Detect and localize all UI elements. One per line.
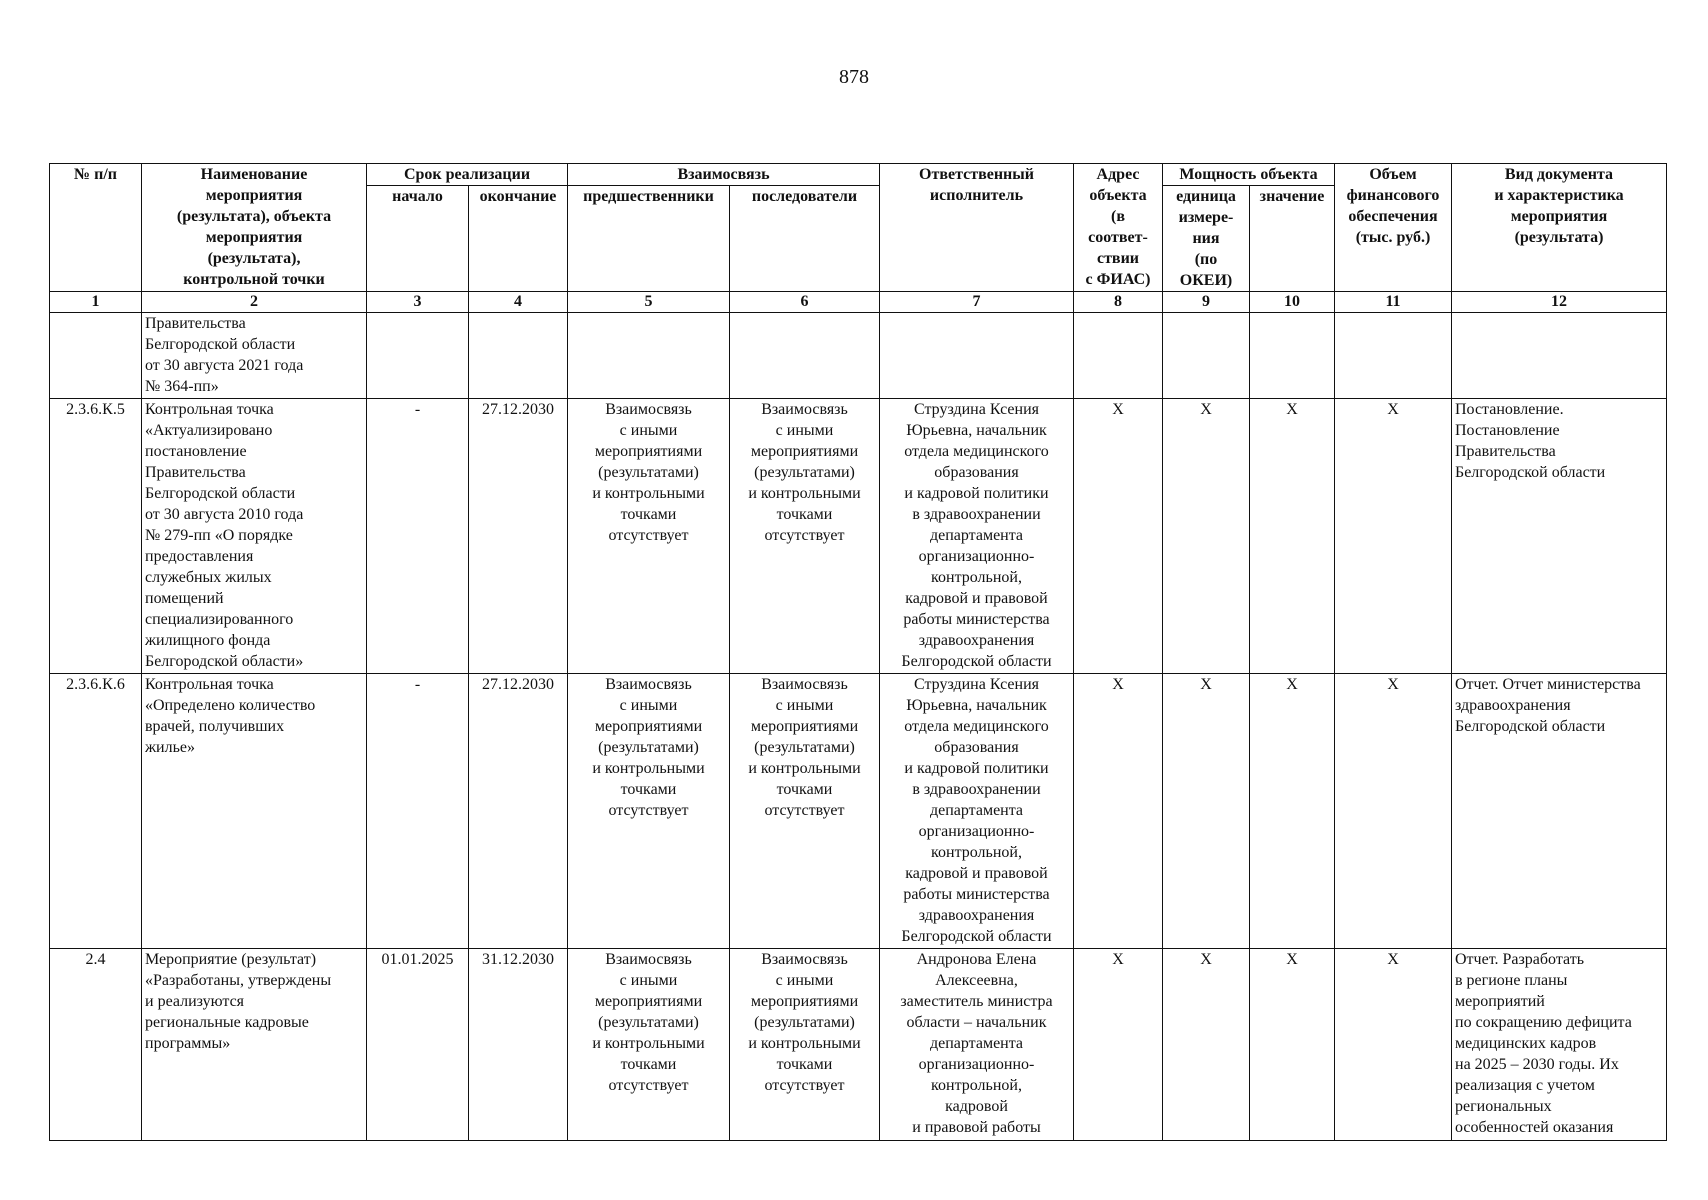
row-unit: X bbox=[1163, 674, 1250, 949]
row-number: 2.3.6.К.5 bbox=[50, 399, 142, 674]
row-unit: X bbox=[1163, 399, 1250, 674]
header-col5: предшественники bbox=[568, 186, 730, 292]
header-col10: значение bbox=[1250, 186, 1335, 292]
row-value: X bbox=[1250, 399, 1335, 674]
row-start: 01.01.2025 bbox=[367, 949, 469, 1141]
table-row bbox=[50, 674, 1667, 949]
row-predecessors: Взаимосвязь с иными мероприятиями (результатами) и контрольными точками отсутствует bbox=[568, 674, 730, 949]
column-number: 8 bbox=[1074, 292, 1163, 313]
row-end: 27.12.2030 bbox=[469, 674, 568, 949]
row-value: X bbox=[1250, 949, 1335, 1141]
row-predecessors bbox=[568, 313, 730, 399]
row-end: 31.12.2030 bbox=[469, 949, 568, 1141]
header-col2: Наименование мероприятия (результата), объекта мероприятия (результата), контрольной точки bbox=[142, 164, 367, 292]
row-successors bbox=[730, 313, 880, 399]
header-col1: № п/п bbox=[50, 164, 142, 292]
row-name: Контрольная точка «Определено количество врачей, получивших жилье» bbox=[142, 674, 367, 949]
row-finance: X bbox=[1335, 399, 1452, 674]
row-start bbox=[367, 313, 469, 399]
row-successors: Взаимосвязь с иными мероприятиями (результатами) и контрольными точками отсутствует bbox=[730, 949, 880, 1141]
header-capacity-group: Мощность объекта bbox=[1163, 164, 1335, 186]
header-col6: последователи bbox=[730, 186, 880, 292]
column-number: 11 bbox=[1335, 292, 1452, 313]
row-finance bbox=[1335, 313, 1452, 399]
header-col3: начало bbox=[367, 186, 469, 292]
header-col8: Адрес объекта (в соответ- ствии с ФИАС) bbox=[1074, 164, 1163, 292]
row-start: - bbox=[367, 399, 469, 674]
row-end bbox=[469, 313, 568, 399]
row-address: X bbox=[1074, 674, 1163, 949]
table-row bbox=[50, 949, 1667, 1141]
column-number: 9 bbox=[1163, 292, 1250, 313]
page-number: 878 bbox=[839, 66, 869, 88]
header-col7: Ответственный исполнитель bbox=[880, 164, 1074, 292]
events-table bbox=[49, 163, 1667, 1141]
table-row bbox=[50, 399, 1667, 674]
row-unit: X bbox=[1163, 949, 1250, 1141]
column-number: 7 bbox=[880, 292, 1074, 313]
row-responsible: Андронова Елена Алексеевна, заместитель министра области – начальник департамента организационно- контрольной, кадровой и правовой работы bbox=[880, 949, 1074, 1141]
header-col4: окончание bbox=[469, 186, 568, 292]
row-end: 27.12.2030 bbox=[469, 399, 568, 674]
column-number: 3 bbox=[367, 292, 469, 313]
row-value bbox=[1250, 313, 1335, 399]
header-col11: Объем финансового обеспечения (тыс. руб.) bbox=[1335, 164, 1452, 292]
column-number: 12 bbox=[1452, 292, 1667, 313]
row-number: 2.3.6.К.6 bbox=[50, 674, 142, 949]
row-successors: Взаимосвязь с иными мероприятиями (результатами) и контрольными точками отсутствует bbox=[730, 674, 880, 949]
header-period-group: Срок реализации bbox=[367, 164, 568, 186]
row-finance: X bbox=[1335, 674, 1452, 949]
row-number bbox=[50, 313, 142, 399]
row-successors: Взаимосвязь с иными мероприятиями (результатами) и контрольными точками отсутствует bbox=[730, 399, 880, 674]
row-name: Правительства Белгородской области от 30 августа 2021 года № 364-пп» bbox=[142, 313, 367, 399]
row-start: - bbox=[367, 674, 469, 949]
column-numbers-row bbox=[50, 292, 1667, 313]
column-number: 4 bbox=[469, 292, 568, 313]
row-finance: X bbox=[1335, 949, 1452, 1141]
row-predecessors: Взаимосвязь с иными мероприятиями (результатами) и контрольными точками отсутствует bbox=[568, 399, 730, 674]
row-predecessors: Взаимосвязь с иными мероприятиями (результатами) и контрольными точками отсутствует bbox=[568, 949, 730, 1141]
table-row bbox=[50, 313, 1667, 399]
row-address: X bbox=[1074, 949, 1163, 1141]
row-number: 2.4 bbox=[50, 949, 142, 1141]
row-responsible bbox=[880, 313, 1074, 399]
row-responsible: Струздина Ксения Юрьевна, начальник отдела медицинского образования и кадровой политики в здравоохранении департамента организационно- контрольной, кадровой и правовой работы министерства здравоохранения Белгородской области bbox=[880, 399, 1074, 674]
row-address bbox=[1074, 313, 1163, 399]
column-number: 5 bbox=[568, 292, 730, 313]
header-row-groups bbox=[50, 164, 1667, 186]
header-relation-group: Взаимосвязь bbox=[568, 164, 880, 186]
column-number: 2 bbox=[142, 292, 367, 313]
row-value: X bbox=[1250, 674, 1335, 949]
row-name: Контрольная точка «Актуализировано постановление Правительства Белгородской области от 30 августа 2010 года № 279-пп «О порядке предоставления служебных жилых помещений специализированного жилищного фонда Белгородской области» bbox=[142, 399, 367, 674]
row-address: X bbox=[1074, 399, 1163, 674]
row-name: Мероприятие (результат) «Разработаны, утверждены и реализуются региональные кадровые программы» bbox=[142, 949, 367, 1141]
header-col9: единица измере- ния (по ОКЕИ) bbox=[1163, 186, 1250, 292]
row-document: Отчет. Разработать в регионе планы мероприятий по сокращению дефицита медицинских кадров на 2025 – 2030 годы. Их реализация с учетом региональных особенностей оказания bbox=[1452, 949, 1667, 1141]
row-document: Постановление. Постановление Правительства Белгородской области bbox=[1452, 399, 1667, 674]
row-document: Отчет. Отчет министерства здравоохранения Белгородской области bbox=[1452, 674, 1667, 949]
row-responsible: Струздина Ксения Юрьевна, начальник отдела медицинского образования и кадровой политики в здравоохранении департамента организационно- контрольной, кадровой и правовой работы министерства здравоохранения Белгородской области bbox=[880, 674, 1074, 949]
row-unit bbox=[1163, 313, 1250, 399]
row-document bbox=[1452, 313, 1667, 399]
header-col12: Вид документа и характеристика мероприятия (результата) bbox=[1452, 164, 1667, 292]
column-number: 6 bbox=[730, 292, 880, 313]
column-number: 1 bbox=[50, 292, 142, 313]
column-number: 10 bbox=[1250, 292, 1335, 313]
